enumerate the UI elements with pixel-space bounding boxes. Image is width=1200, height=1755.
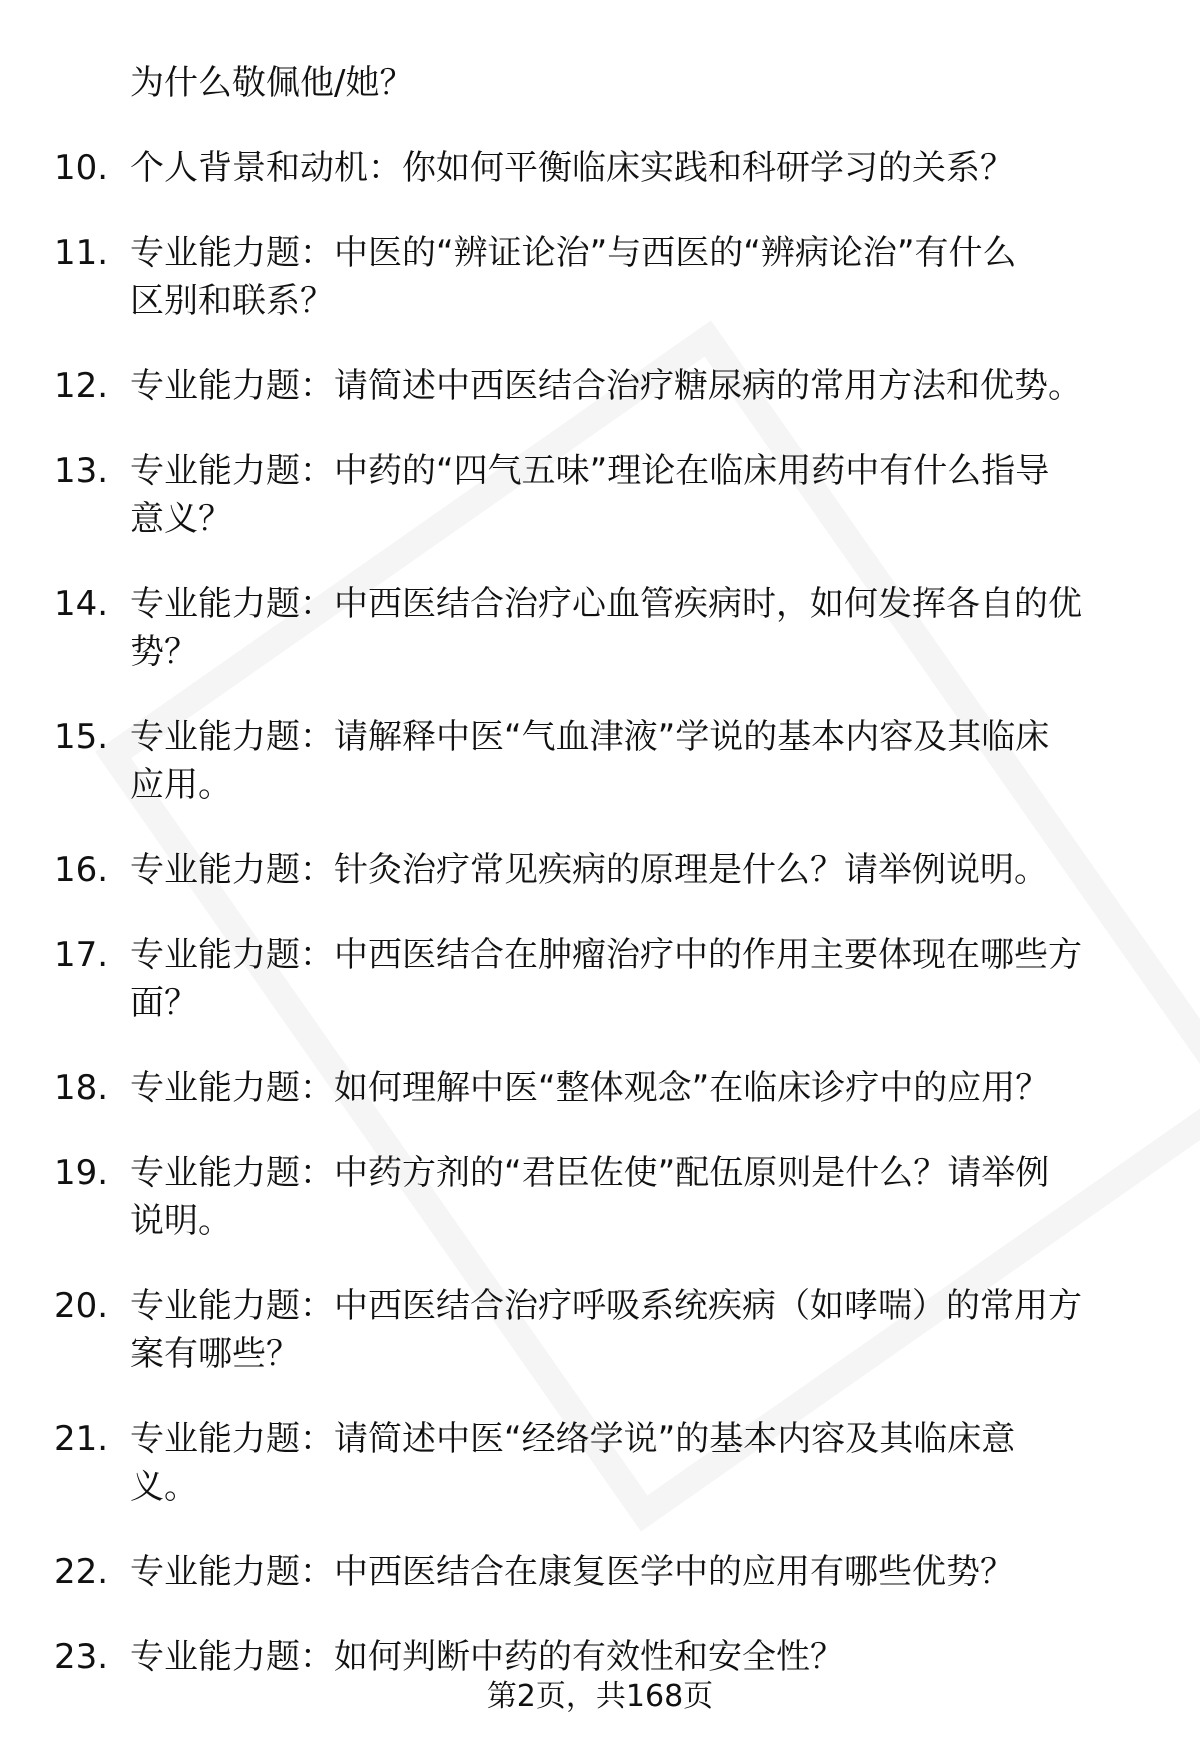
item-text <box>130 447 1150 543</box>
item-text <box>130 1415 1150 1511</box>
item-text-line: 个人背景和动机：你如何平衡临床实践和科研学习的关系？ <box>130 148 1014 188</box>
list-item <box>0 931 1200 1027</box>
item-text-line: 义。 <box>130 1467 198 1507</box>
item-number: 11. <box>54 233 109 273</box>
item-text-line: 势？ <box>130 632 198 672</box>
item-text-line: 案有哪些？ <box>130 1334 300 1374</box>
item-number: 20. <box>54 1286 109 1326</box>
list-item <box>0 713 1200 809</box>
item-text-line: 专业能力题：中西医结合治疗心血管疾病时，如何发挥各自的优 <box>130 584 1082 624</box>
item-text-line: 专业能力题：请简述中医“经络学说”的基本内容及其临床意 <box>130 1419 1016 1459</box>
item-text <box>130 1064 1150 1112</box>
list-item <box>0 1064 1200 1112</box>
item-text <box>130 580 1150 676</box>
item-text-line: 专业能力题：中药方剂的“君臣佐使”配伍原则是什么？请举例 <box>130 1153 1050 1193</box>
item-text-line: 专业能力题：如何理解中医“整体观念”在临床诊疗中的应用？ <box>130 1068 1050 1108</box>
item-number: 15. <box>54 717 109 757</box>
item-number: 13. <box>54 451 109 491</box>
list-item <box>0 144 1200 192</box>
item-text <box>130 59 1150 107</box>
item-text <box>130 1633 1150 1681</box>
question-list <box>0 59 1200 1718</box>
item-text-line: 区别和联系？ <box>130 281 334 321</box>
item-text-line: 应用。 <box>130 765 232 805</box>
item-text-line: 为什么敬佩他/她？ <box>130 63 414 103</box>
item-text-line: 专业能力题：中西医结合在康复医学中的应用有哪些优势？ <box>130 1552 1014 1592</box>
item-number: 23. <box>54 1637 109 1677</box>
item-text-line: 专业能力题：请简述中西医结合治疗糖尿病的常用方法和优势。 <box>130 366 1082 406</box>
page-footer: 第2页，共168页 <box>486 1679 714 1714</box>
item-text <box>130 846 1150 894</box>
item-text <box>130 713 1150 809</box>
item-text <box>130 931 1150 1027</box>
list-item <box>0 362 1200 410</box>
list-item <box>0 846 1200 894</box>
item-text <box>130 144 1150 192</box>
list-item <box>0 1548 1200 1596</box>
item-text-line: 意义？ <box>130 499 232 539</box>
item-text <box>130 1149 1150 1245</box>
item-text <box>130 1548 1150 1596</box>
item-text <box>130 229 1150 325</box>
item-number: 12. <box>54 366 109 406</box>
list-item <box>0 447 1200 543</box>
list-item <box>0 1415 1200 1511</box>
list-item <box>0 580 1200 676</box>
list-item <box>0 1633 1200 1681</box>
list-item <box>0 1282 1200 1378</box>
item-number: 21. <box>54 1419 109 1459</box>
item-text-line: 专业能力题：针灸治疗常见疾病的原理是什么？请举例说明。 <box>130 850 1048 890</box>
item-text <box>130 1282 1150 1378</box>
list-item <box>0 229 1200 325</box>
item-text <box>130 362 1150 410</box>
item-text-line: 面？ <box>130 983 198 1023</box>
item-number: 19. <box>54 1153 109 1193</box>
item-number: 14. <box>54 584 109 624</box>
item-text-line: 专业能力题：中西医结合治疗呼吸系统疾病（如哮喘）的常用方 <box>130 1286 1082 1326</box>
item-number: 17. <box>54 935 109 975</box>
list-item <box>0 59 1200 107</box>
item-number: 18. <box>54 1068 109 1108</box>
item-number: 10. <box>54 148 109 188</box>
item-text-line: 说明。 <box>130 1201 232 1241</box>
item-text-line: 专业能力题：中医的“辨证论治”与西医的“辨病论治”有什么 <box>130 233 1017 273</box>
list-item <box>0 1149 1200 1245</box>
item-text-line: 专业能力题：中西医结合在肿瘤治疗中的作用主要体现在哪些方 <box>130 935 1082 975</box>
item-text-line: 专业能力题：中药的“四气五味”理论在临床用药中有什么指导 <box>130 451 1050 491</box>
item-number: 22. <box>54 1552 109 1592</box>
item-text-line: 专业能力题：如何判断中药的有效性和安全性？ <box>130 1637 844 1677</box>
item-number: 16. <box>54 850 109 890</box>
item-text-line: 专业能力题：请解释中医“气血津液”学说的基本内容及其临床 <box>130 717 1050 757</box>
